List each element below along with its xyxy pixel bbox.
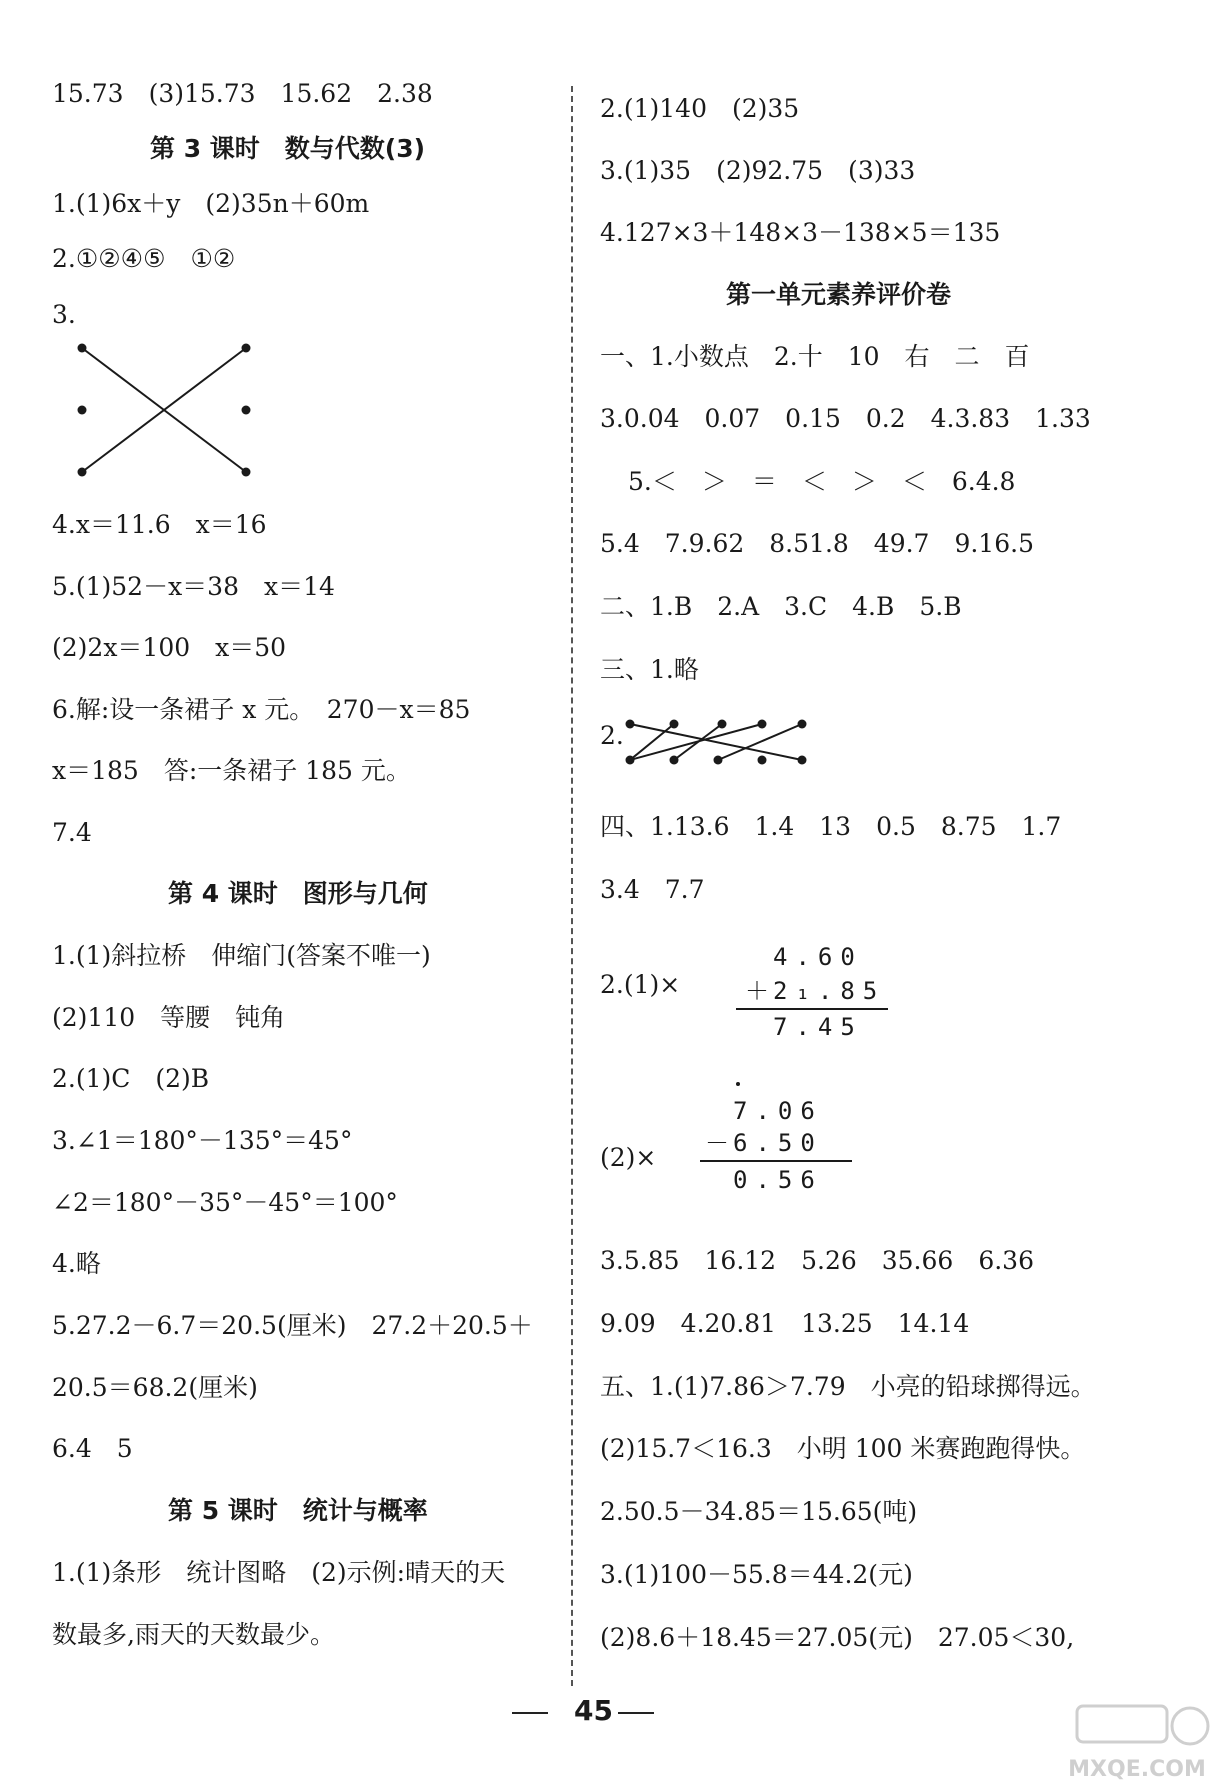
answer-line: 9.09 4.20.81 13.25 14.14 (600, 1309, 970, 1338)
answer-line: (2)15.7＜16.3 小明 100 米赛跑跑得快。 (600, 1434, 1086, 1463)
answer-line: 4.x＝11.6 x＝16 (52, 510, 267, 539)
answer-line: 4.略 (52, 1249, 101, 1278)
calc-bottom: 2₁.85 (773, 977, 886, 1005)
answer-line: 3.4 7.7 (600, 875, 705, 904)
answer-line: 数最多,雨天的天数最少。 (52, 1620, 335, 1649)
answer-line: 5.＜ ＞ ＝ ＜ ＞ ＜ 6.4.8 (628, 467, 1016, 496)
answer-line: 2.(1)C (2)B (52, 1064, 210, 1093)
section-heading: 第 4 课时 图形与几何 (168, 879, 428, 908)
page-number: 45 (574, 1694, 613, 1727)
answer-line: ∠2＝180°－35°－45°＝100° (52, 1188, 398, 1217)
answer-line: 2.①②④⑤ ①② (52, 244, 236, 273)
answer-line: 5.4 7.9.62 8.51.8 49.7 9.16.5 (600, 529, 1034, 558)
answer-line: x＝185 答:一条裙子 185 元。 (52, 756, 411, 785)
answer-line: 6.解:设一条裙子 x 元。 270－x＝85 (52, 695, 471, 724)
calc-operator: － (705, 1129, 729, 1157)
calc-operator: ＋ (745, 977, 769, 1005)
answer-line: 2. (600, 721, 624, 750)
answer-line: 3.∠1＝180°－135°＝45° (52, 1126, 353, 1155)
answer-line: 6.4 5 (52, 1434, 133, 1463)
answer-line: 4.127×3＋148×3－138×5＝135 (600, 218, 1001, 247)
svg-text:MXQE.COM: MXQE.COM (1068, 1757, 1206, 1782)
answer-line: 5.27.2－6.7＝20.5(厘米) 27.2＋20.5＋ (52, 1311, 533, 1340)
footer-dash-right (618, 1712, 654, 1714)
answer-line: 2.(1)× (600, 970, 681, 999)
footer-dash-left (512, 1712, 548, 1714)
answer-line: 三、1.略 (600, 655, 699, 684)
answer-line: 二、1.B 2.A 3.C 4.B 5.B (600, 592, 962, 621)
answer-line: (2)× (600, 1143, 657, 1172)
calc-top: 7.06 (733, 1097, 823, 1125)
watermark-logo (1057, 1696, 1217, 1786)
answer-line: 1.(1)条形 统计图略 (2)示例:晴天的天 (52, 1558, 506, 1587)
borrow-dot (736, 1082, 740, 1086)
column-divider (571, 86, 573, 1686)
unit-heading: 第一单元素养评价卷 (726, 280, 952, 309)
answer-line: 四、1.13.6 1.4 13 0.5 8.75 1.7 (600, 812, 1062, 841)
calc-result: 0.56 (733, 1166, 823, 1194)
calc-top: 4.60 (773, 943, 863, 971)
answer-line: 15.73 (3)15.73 15.62 2.38 (52, 79, 433, 108)
answer-line: 3.(1)35 (2)92.75 (3)33 (600, 156, 916, 185)
answer-line: 1.(1)6x＋y (2)35n＋60m (52, 189, 370, 218)
answer-line: 1.(1)斜拉桥 伸缩门(答案不唯一) (52, 941, 431, 970)
answer-line: 一、1.小数点 2.十 10 右 二 百 (600, 342, 1030, 371)
calc-rule (736, 1008, 888, 1010)
answer-line: (2)8.6＋18.45＝27.05(元) 27.05＜30, (600, 1623, 1075, 1652)
answer-line: 5.(1)52－x＝38 x＝14 (52, 572, 335, 601)
answer-line: 20.5＝68.2(厘米) (52, 1373, 258, 1402)
matching-figure (70, 340, 260, 480)
answer-line: 2.50.5－34.85＝15.65(吨) (600, 1497, 918, 1526)
section-heading: 第 3 课时 数与代数(3) (150, 134, 426, 163)
calc-rule (700, 1160, 852, 1162)
answer-line: 3.0.04 0.07 0.15 0.2 4.3.83 1.33 (600, 404, 1091, 433)
answer-line: 2.(1)140 (2)35 (600, 94, 800, 123)
answer-line: 五、1.(1)7.86＞7.79 小亮的铅球掷得远。 (600, 1372, 1096, 1401)
answer-line: 3. (52, 300, 76, 329)
answer-line: (2)110 等腰 钝角 (52, 1003, 286, 1032)
answer-line: 7.4 (52, 818, 92, 847)
answer-line: 3.5.85 16.12 5.26 35.66 6.36 (600, 1246, 1034, 1275)
calc-bottom: 6.50 (733, 1129, 823, 1157)
answer-line: (2)2x＝100 x＝50 (52, 633, 287, 662)
answer-line: 3.(1)100－55.8＝44.2(元) (600, 1560, 913, 1589)
section-heading: 第 5 课时 统计与概率 (168, 1496, 428, 1525)
calc-result: 7.45 (773, 1013, 863, 1041)
matching-figure (622, 714, 814, 770)
